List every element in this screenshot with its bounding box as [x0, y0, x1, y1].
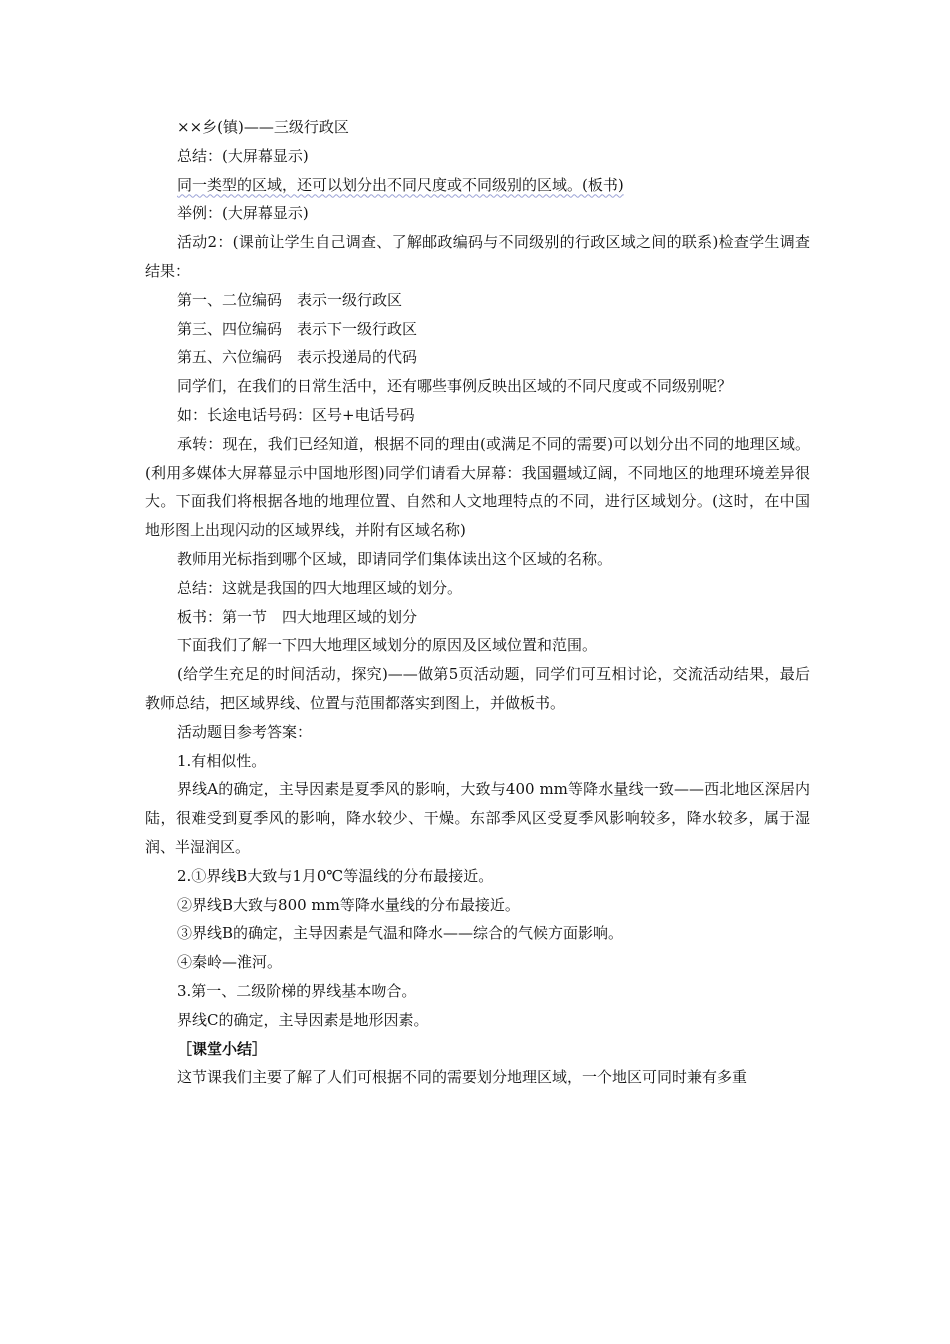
paragraph-township-level: ××乡(镇)——三级行政区: [177, 118, 349, 136]
paragraph-summary-four-regions: 总结：这就是我国的四大地理区域的划分。: [177, 578, 463, 597]
paragraph-blackboard: 板书：第一节 四大地理区域的划分: [177, 607, 418, 626]
paragraph-intro-reasons: 下面我们了解一下四大地理区域划分的原因及区域位置和范围。: [177, 636, 598, 655]
document-body: [145, 113, 810, 1092]
paragraph-answers-heading: 活动题目参考答案：: [177, 722, 313, 741]
paragraph-teacher-cursor: 教师用光标指到哪个区域，即请同学们集体读出这个区域的名称。: [177, 549, 613, 568]
paragraph-activity-page5: (给学生充足的时间活动，探究)——做第5页活动题，同学们可互相讨论，交流活动结果，最后教师总结，把区域界线、位置与范围都落实到图上，并做板书。: [145, 665, 810, 712]
paragraph-answer-1: 1.有相似性。: [177, 751, 267, 770]
paragraph-answer-2-3: ③界线B的确定，主导因素是气温和降水——综合的气候方面影响。: [177, 924, 624, 943]
paragraph-code-1-2: 第一、二位编码 表示一级行政区: [177, 290, 403, 309]
paragraph-answer-2-2: ②界线B大致与800 mm等降水量线的分布最接近。: [177, 895, 520, 914]
paragraph-answer-2-4: ④秦岭—淮河。: [177, 953, 283, 972]
paragraph-activity-2: 活动2：(课前让学生自己调查、了解邮政编码与不同级别的行政区域之间的联系)检查学生调查结果：: [145, 233, 810, 280]
paragraph-code-5-6: 第五、六位编码 表示投递局的代码: [177, 348, 418, 367]
paragraph-answer-2-1: 2.①界线B大致与1月0℃等温线的分布最接近。: [177, 866, 494, 885]
paragraph-example-screen: 举例：(大屏幕显示): [177, 204, 309, 223]
paragraph-phone-number: 如：长途电话号码：区号+电话号码: [177, 405, 415, 424]
wavy-underlined-text: 同一类型的区域，还可以划分出不同尺度或不同级别的区域。(板书): [177, 175, 624, 194]
paragraph-question-daily-life: 同学们，在我们的日常生活中，还有哪些事例反映出区域的不同尺度或不同级别呢？: [177, 377, 733, 396]
paragraph-summary-screen: 总结：(大屏幕显示): [177, 146, 309, 165]
paragraph-code-3-4: 第三、四位编码 表示下一级行政区: [177, 319, 418, 338]
paragraph-same-type-region: [145, 171, 810, 200]
paragraph-answer-3: 3.第一、二级阶梯的界线基本吻合。: [177, 981, 417, 1000]
paragraph-boundary-a: 界线A的确定，主导因素是夏季风的影响，大致与400 mm等降水量线一致——西北地区深居内陆，很难受到夏季风的影响，降水较少、干燥。东部季风区受夏季风影响较多，降水较多，属于湿润、半湿润区。: [145, 780, 810, 856]
section-heading-class-summary: ［课堂小结］: [177, 1039, 268, 1058]
paragraph-transition: 承转：现在，我们已经知道，根据不同的理由(或满足不同的需要)可以划分出不同的地理区域。(利用多媒体大屏幕显示中国地形图)同学们请看大屏幕：我国疆域辽阔，不同地区的地理环境差异很大。下面我们将根据各地的地理位置、自然和人文地理特点的不同，进行区域划分。(这时，在中国地形图上出现闪动的区域界线，并附有区域名称): [145, 434, 810, 540]
paragraph-boundary-c: 界线C的确定，主导因素是地形因素。: [177, 1010, 429, 1029]
paragraph-class-summary: 这节课我们主要了解了人们可根据不同的需要划分地理区域，一个地区可同时兼有多重: [177, 1068, 748, 1087]
